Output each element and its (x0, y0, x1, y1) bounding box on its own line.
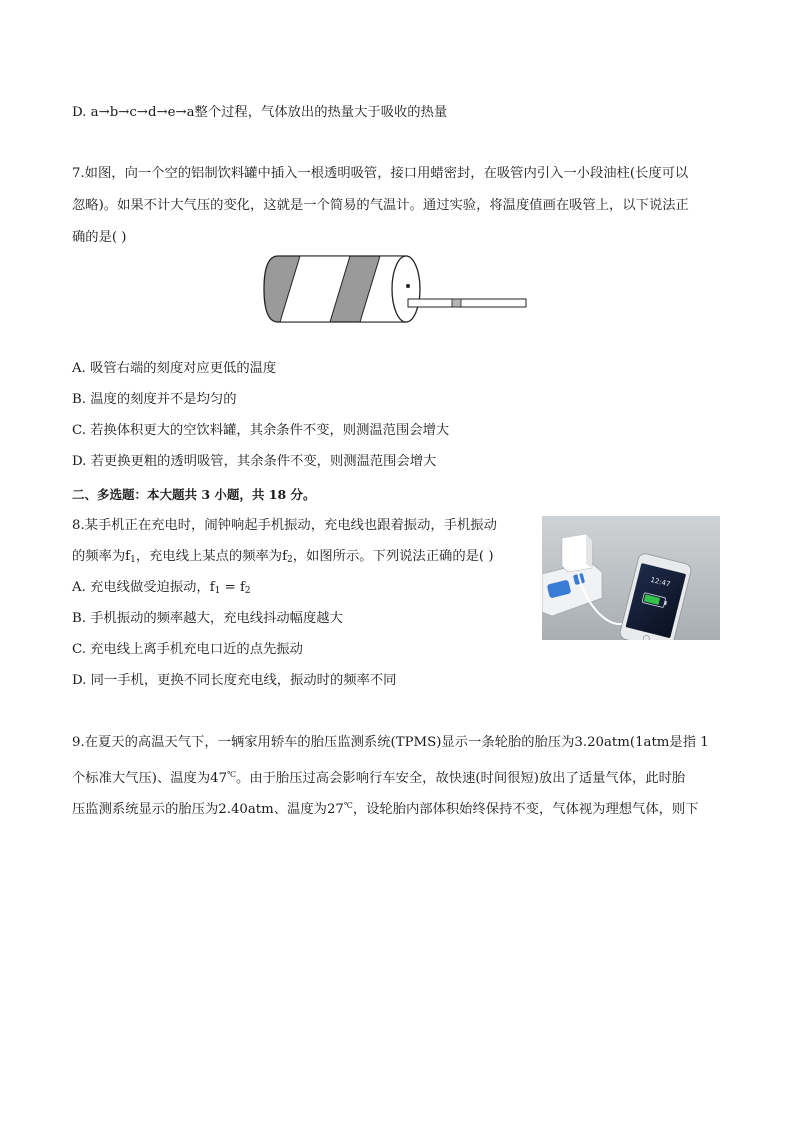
q8-option-c: C. 充电线上离手机充电口近的点先振动 (72, 642, 303, 657)
q7-stem-line2: 忽略)。如果不计大气压的变化，这就是一个简易的气温计。通过实验，将温度值画在吸管上，以下说法正 (72, 198, 689, 213)
q8-stem-line1: 8.某手机正在充电时，闹钟响起手机振动，充电线也跟着振动，手机振动 (72, 518, 497, 533)
phone-charging-photo (542, 516, 720, 640)
q6-option-d: D. a→b→c→d→e→a整个过程，气体放出的热量大于吸收的热量 (72, 105, 448, 120)
section-heading: 二、多选题：本大题共 3 小题，共 18 分。 (72, 487, 316, 502)
q9-line3: 压监测系统显示的胎压为2.40atm、温度为27℃，设轮胎内部体积始终保持不变，气体视为理想气体，则下 (72, 801, 699, 817)
q7-option-a: A. 吸管右端的刻度对应更低的温度 (72, 361, 277, 376)
q7-stem-line3: 确的是( ) (72, 230, 127, 245)
q8-option-d: D. 同一手机，更换不同长度充电线，振动时的频率不同 (72, 673, 397, 688)
q9-line2: 个标准大气压)、温度为47℃。由于胎压过高会影响行车安全，故快速(时间很短)放出了适量气体，此时胎 (72, 770, 686, 786)
can-thermometer-figure (260, 250, 540, 330)
phone-time: 12:47 (649, 575, 672, 589)
q8-option-a: A. 充电线做受迫振动，$f_1 = f_2$ (72, 580, 251, 596)
q8-option-b: B. 手机振动的频率越大，充电线抖动幅度越大 (72, 611, 343, 626)
q9-line1: 9.在夏天的高温天气下，一辆家用轿车的胎压监测系统(TPMS)显示一条轮胎的胎压为3.20atm(1atm是指 1 (72, 735, 709, 750)
q7-stem-line1: 7.如图，向一个空的铝制饮料罐中插入一根透明吸管，接口用蜡密封，在吸管内引入一小段油柱(长度可以 (72, 166, 689, 181)
q8-stem-line2: 的频率为$f_1$，充电线上某点的频率为$f_2$，如图所示。下列说法正确的是( ) (72, 549, 494, 565)
q7-option-c: C. 若换体积更大的空饮料罐，其余条件不变，则测温范围会增大 (72, 423, 450, 438)
q7-option-d: D. 若更换更粗的透明吸管，其余条件不变，则测温范围会增大 (72, 454, 437, 469)
q7-option-b: B. 温度的刻度并不是均匀的 (72, 392, 237, 407)
